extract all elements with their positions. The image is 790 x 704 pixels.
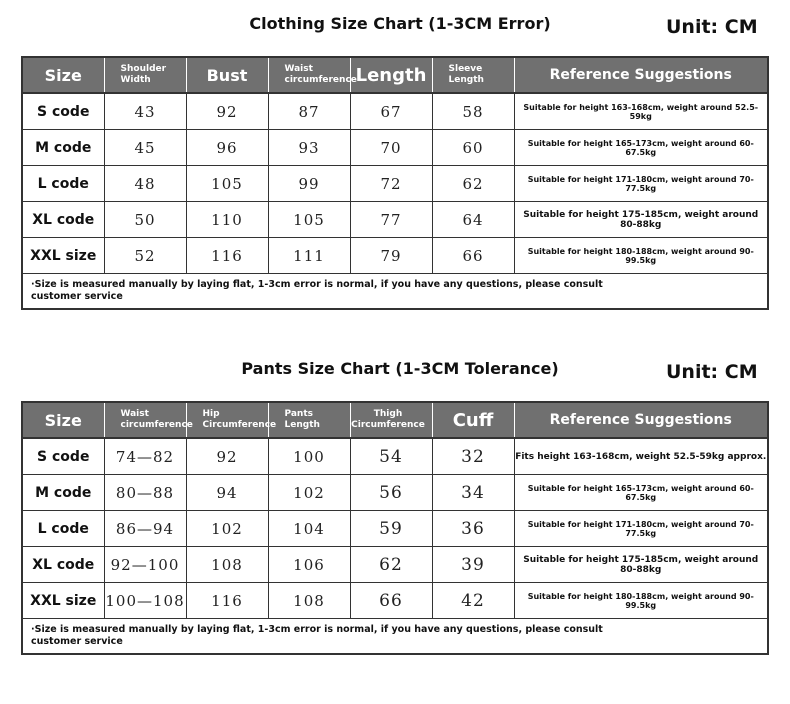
size-label: XL code (22, 202, 104, 238)
hip-value: 92 (186, 438, 268, 475)
header-cuff: Cuff (432, 402, 514, 438)
sleeve-value: 60 (432, 130, 514, 166)
size-label: M code (22, 475, 104, 511)
header-bust: Bust (186, 57, 268, 93)
length-value: 104 (268, 511, 350, 547)
table-row (22, 130, 768, 166)
thigh-value: 54 (350, 438, 432, 475)
length-value: 106 (268, 547, 350, 583)
table-row (22, 166, 768, 202)
table-row (22, 202, 768, 238)
shoulder-value: 48 (104, 166, 186, 202)
thigh-value: 59 (350, 511, 432, 547)
header-waist: Waist circumference (104, 402, 186, 438)
shoulder-value: 45 (104, 130, 186, 166)
measurement-note-text: ·Size is measured manually by laying flat, 1-3cm error is normal, if you have any questions, please consult customer service (31, 279, 603, 302)
measurement-note (22, 274, 768, 310)
reference-text: Fits height 163-168cm, weight 52.5-59kg approx. (514, 438, 768, 475)
sleeve-value: 66 (432, 238, 514, 274)
size-label: XXL size (22, 238, 104, 274)
header-shoulder-width: Shoulder Width (104, 57, 186, 93)
waist-value: 111 (268, 238, 350, 274)
measurement-note-text: ·Size is measured manually by laying flat, 1-3cm error is normal, if you have any questions, please consult customer service (31, 624, 603, 647)
cuff-value: 39 (432, 547, 514, 583)
cuff-value: 42 (432, 583, 514, 619)
bust-value: 116 (186, 238, 268, 274)
table-row (22, 438, 768, 475)
hip-value: 94 (186, 475, 268, 511)
header-hip: Hip Circumference (186, 402, 268, 438)
reference-text: Suitable for height 165-173cm, weight around 60-67.5kg (514, 475, 768, 511)
waist-value: 99 (268, 166, 350, 202)
reference-text: Suitable for height 175-185cm, weight around 80-88kg (514, 547, 768, 583)
length-value: 77 (350, 202, 432, 238)
waist-value: 100—108 (104, 583, 186, 619)
table-note-row (22, 619, 768, 655)
size-label: L code (22, 511, 104, 547)
table-row (22, 511, 768, 547)
hip-value: 108 (186, 547, 268, 583)
size-label: XXL size (22, 583, 104, 619)
pants-chart-title: Pants Size Chart (1-3CM Tolerance) (241, 359, 559, 378)
waist-value: 74—82 (104, 438, 186, 475)
header-waist: Waist circumference (268, 57, 350, 93)
size-label: XL code (22, 547, 104, 583)
thigh-value: 62 (350, 547, 432, 583)
length-value: 79 (350, 238, 432, 274)
hip-value: 102 (186, 511, 268, 547)
waist-value: 105 (268, 202, 350, 238)
waist-value: 87 (268, 93, 350, 130)
bust-value: 92 (186, 93, 268, 130)
thigh-value: 66 (350, 583, 432, 619)
clothing-size-table (21, 56, 769, 310)
waist-value: 93 (268, 130, 350, 166)
table-row (22, 93, 768, 130)
pants-size-table (21, 401, 769, 655)
length-value: 70 (350, 130, 432, 166)
size-label: L code (22, 166, 104, 202)
reference-text: Suitable for height 165-173cm, weight around 60-67.5kg (514, 130, 768, 166)
table-note-row (22, 274, 768, 310)
reference-text: Suitable for height 163-168cm, weight around 52.5-59kg (514, 93, 768, 130)
bust-value: 105 (186, 166, 268, 202)
thigh-value: 56 (350, 475, 432, 511)
shoulder-value: 52 (104, 238, 186, 274)
header-size: Size (22, 57, 104, 93)
clothing-chart-title: Clothing Size Chart (1-3CM Error) (249, 14, 551, 33)
header-reference: Reference Suggestions (514, 57, 768, 93)
waist-value: 80—88 (104, 475, 186, 511)
reference-text: Suitable for height 171-180cm, weight around 70-77.5kg (514, 166, 768, 202)
table-header-row (22, 402, 768, 438)
header-reference: Reference Suggestions (514, 402, 768, 438)
hip-value: 116 (186, 583, 268, 619)
reference-text: Suitable for height 175-185cm, weight around 80-88kg (514, 202, 768, 238)
length-value: 100 (268, 438, 350, 475)
table-row (22, 238, 768, 274)
size-label: S code (22, 438, 104, 475)
sleeve-value: 58 (432, 93, 514, 130)
shoulder-value: 43 (104, 93, 186, 130)
length-value: 72 (350, 166, 432, 202)
sleeve-value: 64 (432, 202, 514, 238)
header-pants-length: Pants Length (268, 402, 350, 438)
table-row (22, 547, 768, 583)
clothing-unit-label: Unit: CM (666, 16, 758, 38)
table-row (22, 475, 768, 511)
table-header-row (22, 57, 768, 93)
shoulder-value: 50 (104, 202, 186, 238)
reference-text: Suitable for height 180-188cm, weight around 90-99.5kg (514, 583, 768, 619)
waist-value: 92—100 (104, 547, 186, 583)
reference-text: Suitable for height 171-180cm, weight around 70-77.5kg (514, 511, 768, 547)
cuff-value: 32 (432, 438, 514, 475)
bust-value: 110 (186, 202, 268, 238)
bust-value: 96 (186, 130, 268, 166)
reference-text: Suitable for height 180-188cm, weight around 90-99.5kg (514, 238, 768, 274)
pants-unit-label: Unit: CM (666, 361, 758, 383)
table-row (22, 583, 768, 619)
length-value: 102 (268, 475, 350, 511)
length-value: 67 (350, 93, 432, 130)
measurement-note (22, 619, 768, 655)
header-length: Length (350, 57, 432, 93)
sleeve-value: 62 (432, 166, 514, 202)
header-thigh: Thigh Circumference (350, 402, 432, 438)
cuff-value: 34 (432, 475, 514, 511)
size-label: M code (22, 130, 104, 166)
size-label: S code (22, 93, 104, 130)
cuff-value: 36 (432, 511, 514, 547)
waist-value: 86—94 (104, 511, 186, 547)
header-sleeve-length: Sleeve Length (432, 57, 514, 93)
length-value: 108 (268, 583, 350, 619)
header-size: Size (22, 402, 104, 438)
